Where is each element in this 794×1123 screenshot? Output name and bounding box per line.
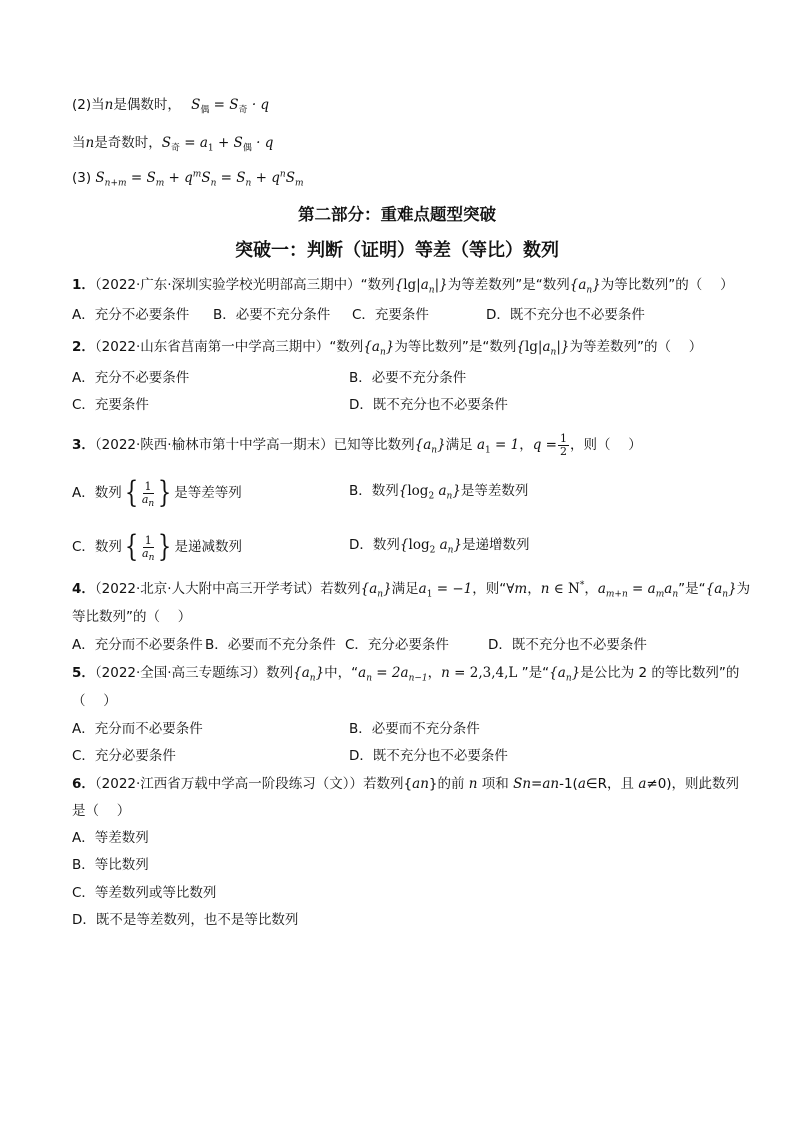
q5-option-d: D．既不充分也不必要条件 [349,748,508,764]
q3-option-d: D．数列{$\log_2$ $a_n$}是递增数列 [349,537,530,556]
q1-option-c: C．充要条件 [352,307,429,323]
q6-option-b: B．等比数列 [72,857,149,873]
q6-option-a: A．等差数列 [72,830,149,846]
question-5-line-2: （ ） [72,693,117,709]
q3-option-c: C．数列{ $\frac{1}{a_n}$ } 是递减数列 [72,529,242,564]
question-4-line-2: 等比数列”的（ ） [72,609,192,625]
breakthrough-title: 突破一：判断（证明）等差（等比）数列 [235,240,559,261]
q5-option-c: C．充分必要条件 [72,748,176,764]
formula-line-odd: 当n是奇数时，$S_奇 = a_1 + S_偶 \cdot q$ [72,135,274,154]
q3-option-a: A．数列{ $\frac{1}{a_n}$ } 是等差等列 [72,475,242,510]
question-3: 3．（2022·陕西·榆林市第十中学高一期末）已知等比数列$\{a_n\}$满足 $a_1 = 1$，q = $\frac{1}{2}$ ，则（ ） [72,431,642,458]
q2-option-d: D．既不充分也不必要条件 [349,397,508,413]
q5-option-b: B．必要而不充分条件 [349,721,480,737]
q6-option-d: D．既不是等差数列，也不是等比数列 [72,912,299,928]
question-4: 4．（2022·北京·人大附中高三开学考试）若数列$\{a_n\}$满足$a_1 = -1$，则“∀m，n ∈ N*，$a_{m+n} = a_ma_n$”是“$\{a_n\}$为 [72,580,751,600]
q6-option-c: C．等差数列或等比数列 [72,885,217,901]
question-6-line-2: 是（ ） [72,803,131,819]
question-1: 1．（2022·广东·深圳实验学校光明部高三期中）“数列$\{\lg|a_n|\}$为等差数列”是“数列$\{a_n\}$为等比数列”的（ ） [72,277,734,296]
q4-option-a: A．充分而不必要条件 [72,637,203,653]
question-5: 5．（2022·全国·高三专题练习）数列$\{a_n\}$中，“$a_n = 2a_{n-1}$，n = 2,3,4,L ”是“$\{a_n\}$是公比为 2 的等比数列”的 [72,665,740,684]
formula-line-sum: (3) $S_{n+m} = S_m + q^mS_n = S_n + q^nS_m$ [72,169,304,189]
question-6: 6．（2022·江西省万载中学高一阶段练习（文））若数列{an}的前 n 项和 Sn=an-1(a∈R，且 a≠0)，则此数列 [72,776,740,792]
q2-option-c: C．充要条件 [72,397,149,413]
q2-option-a: A．充分不必要条件 [72,370,190,386]
q4-option-d: D．既不充分也不必要条件 [488,637,647,653]
section-title: 第二部分：重难点题型突破 [298,205,496,224]
question-2: 2．（2022·山东省莒南第一中学高三期中）“数列$\{a_n\}$为等比数列”是“数列$\{\lg|a_n|\}$为等差数列”的（ ） [72,339,703,358]
q1-option-a: A．充分不必要条件 [72,307,190,323]
q2-option-b: B．必要不充分条件 [349,370,467,386]
q3-option-b: B．数列{$\log_2$ $a_n$}是等差数列 [349,483,529,502]
q4-option-c: C．充分必要条件 [345,637,449,653]
q5-option-a: A．充分而不必要条件 [72,721,203,737]
q4-option-b: B．必要而不充分条件 [205,637,336,653]
q1-option-b: B．必要不充分条件 [213,307,331,323]
q1-option-d: D．既不充分也不必要条件 [486,307,645,323]
formula-line-even: (2)当n是偶数时， $S_偶 = S_奇 \cdot q$ [72,97,270,116]
